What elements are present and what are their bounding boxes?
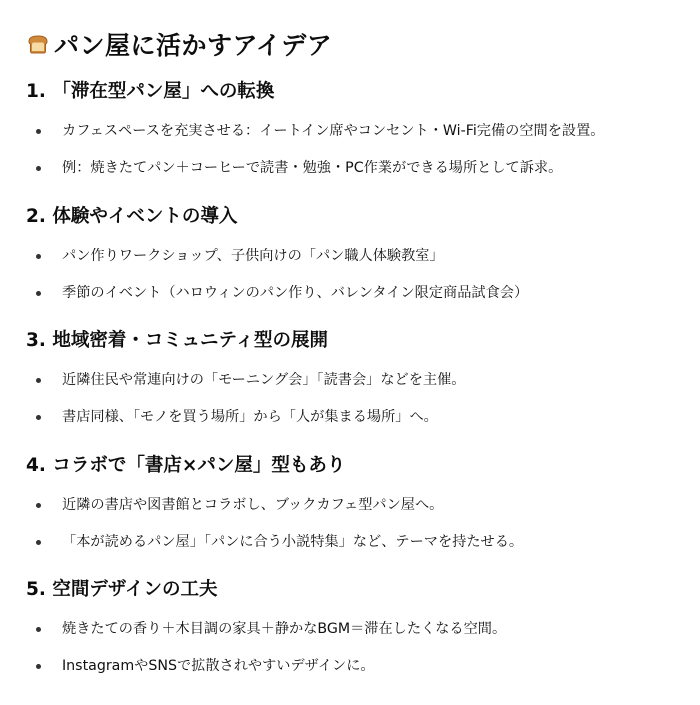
bullet-list [26,611,696,685]
bullet-icon [36,129,41,134]
list-item-text: 季節のイベント（ハロウィンのパン作り、バレンタイン限定商品試食会） [62,285,529,301]
list-item [26,611,696,648]
bullet-icon [36,378,41,383]
bullet-list [26,362,696,436]
list-item-text: 近隣住民や常連向けの「モーニング会」「読書会」などを主催。 [62,372,466,388]
list-item [26,113,696,150]
list-item [26,524,696,561]
list-item-text: パン作りワークショップ、子供向けの「パン職人体験教室」 [62,248,444,264]
list-item-text: 書店同様、「モノを買う場所」から「人が集まる場所」へ。 [62,409,438,425]
bullet-icon [36,254,41,259]
bullet-icon [36,540,41,545]
list-item-text: InstagramやSNSで拡散されやすいデザインに。 [62,658,375,674]
list-item-text: 焼きたての香り＋木目調の家具＋静かなBGM＝滞在したくなる空間。 [62,621,507,637]
list-item-text: 近隣の書店や図書館とコラボし、ブックカフェ型パン屋へ。 [62,497,444,513]
bullet-icon [36,664,41,669]
bullet-icon [36,415,41,420]
section-5 [26,575,696,685]
section-heading: 5. 空間デザインの工夫 [26,579,218,600]
bullet-icon [36,627,41,632]
list-item [26,399,696,436]
section-heading: 4. コラボで「書店×パン屋」型もあり [26,455,346,476]
list-item-text: カフェスペースを充実させる：イートイン席やコンセント・Wi-Fi完備の空間を設置。 [62,123,605,139]
list-item [26,362,696,399]
section-heading: 3. 地域密着・コミュニティ型の展開 [26,330,328,351]
bread-emoji-icon [26,32,50,56]
section-2 [26,202,696,312]
list-item [26,150,696,187]
section-heading: 2. 体験やイベントの導入 [26,206,238,227]
list-item [26,238,696,275]
list-item-text: 例：焼きたてパン＋コーヒーで読書・勉強・PC作業ができる場所として訴求。 [62,160,563,176]
section-1 [26,77,696,187]
page-title-text: パン屋に活かすアイデア [54,31,333,60]
bullet-icon [36,166,41,171]
list-item [26,487,696,524]
section-heading: 1. 「滞在型パン屋」への転換 [26,81,275,102]
bullet-icon [36,503,41,508]
bullet-list [26,487,696,561]
bullet-icon [36,291,41,296]
bullet-list [26,113,696,187]
section-4 [26,451,696,561]
page-title [26,26,332,62]
section-3 [26,326,696,436]
list-item [26,648,696,685]
list-item [26,275,696,312]
list-item-text: 「本が読めるパン屋」「パンに合う小説特集」など、テーマを持たせる。 [62,534,524,550]
bullet-list [26,238,696,312]
